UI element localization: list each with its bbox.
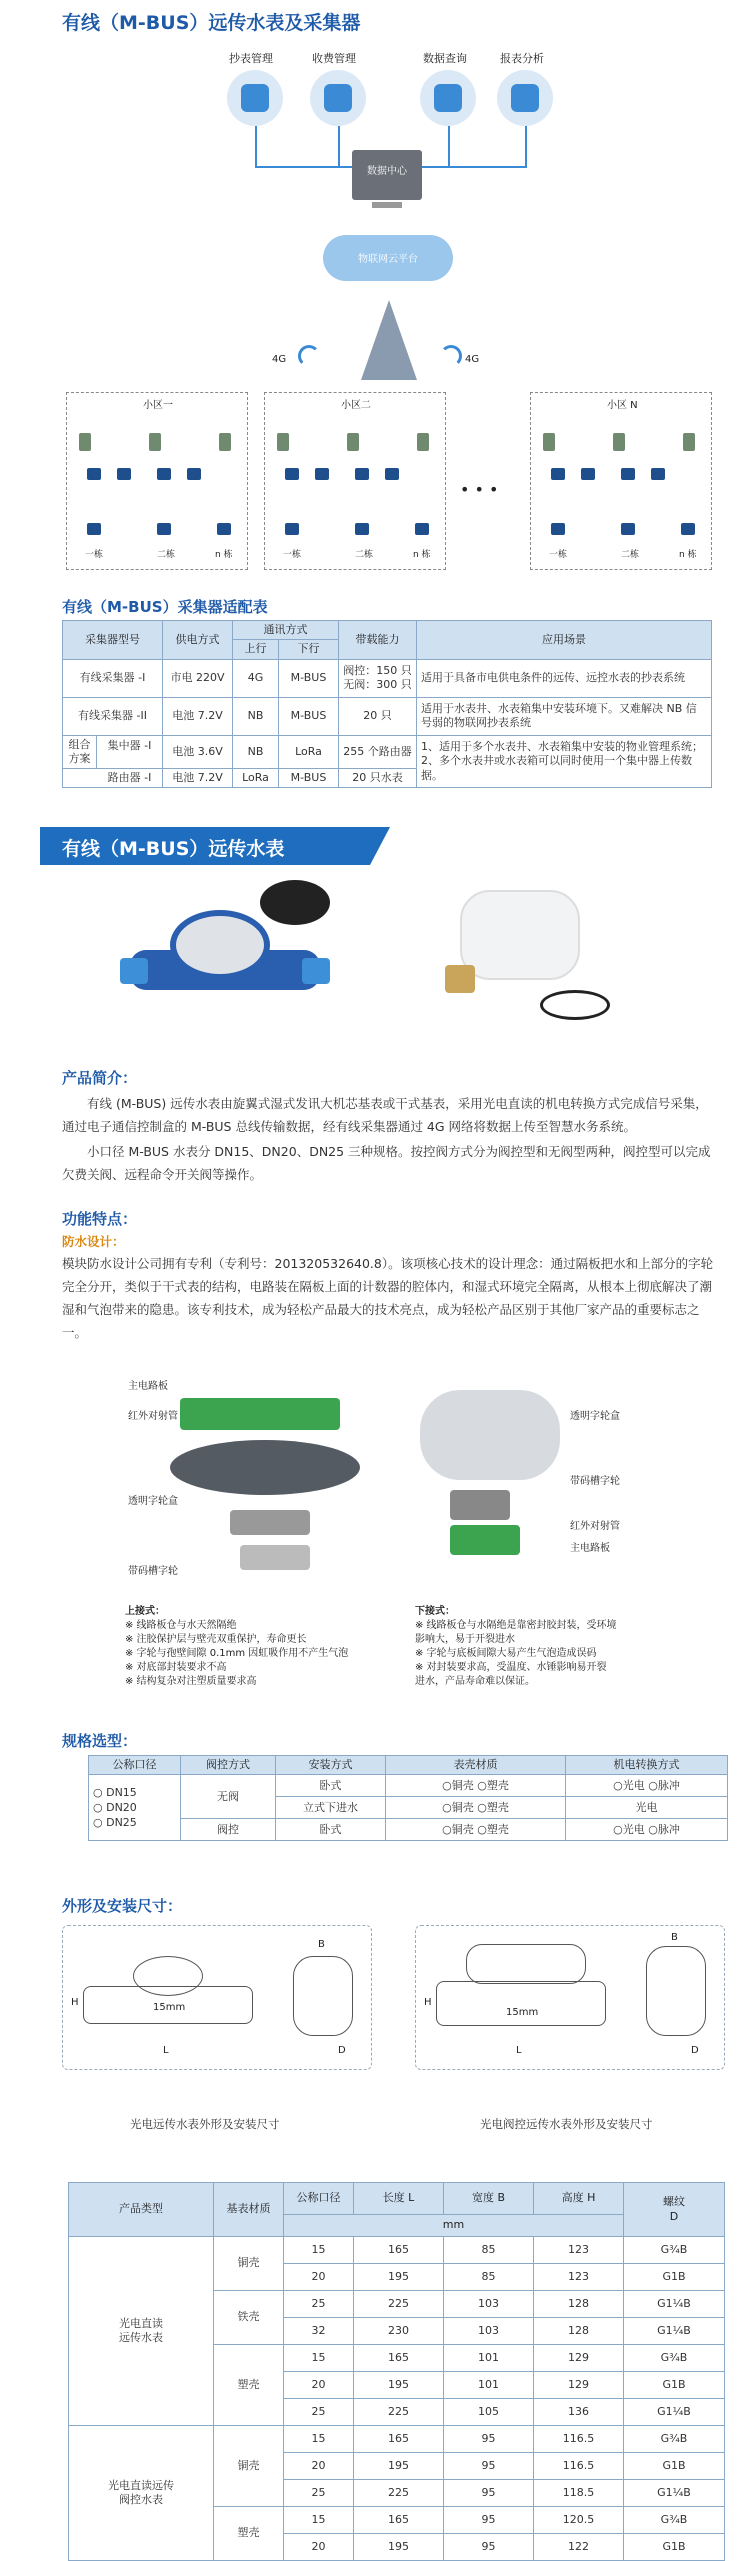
wifi-right-icon	[440, 345, 462, 367]
signal-tower-icon	[361, 300, 417, 380]
conversion-value: 光电	[566, 1797, 728, 1819]
server-stand-icon	[372, 202, 402, 208]
collector-icon	[219, 433, 231, 451]
cell-d: G1B	[624, 2264, 725, 2291]
collector-icon	[277, 433, 289, 451]
building-label: n 栋	[215, 550, 233, 560]
col-header-material: 基表材质	[214, 2183, 284, 2237]
cell-d: G1B	[624, 2372, 725, 2399]
size-option-dn25[interactable]: ○ DN25	[93, 1816, 137, 1830]
col-header: 公称口径	[89, 1756, 181, 1775]
size-option-dn20[interactable]: ○ DN20	[93, 1801, 137, 1815]
install-type: 立式下进水	[276, 1797, 386, 1819]
right-caption-line: 进水，产品寿命难以保证。	[415, 1676, 535, 1687]
left-caption-line: ※ 线路板仓与水天然隔绝	[125, 1620, 237, 1631]
cell-load: 阀控：150 只 无阀：300 只	[339, 659, 417, 697]
cell-power: 市电 220V	[163, 659, 233, 697]
spec-table	[88, 1755, 728, 1841]
dim-mark: B	[318, 1939, 325, 1950]
features-subtitle: 防水设计：	[62, 1234, 125, 1249]
col-header-load: 带载能力	[339, 621, 417, 660]
cell-h: 123	[534, 2264, 624, 2291]
cell-b: 105	[444, 2399, 534, 2426]
cell-l: 165	[354, 2345, 444, 2372]
cell-d: G¾B	[624, 2507, 725, 2534]
cell-h: 116.5	[534, 2426, 624, 2453]
cell-material: 塑壳	[214, 2507, 284, 2561]
cell-material: 铜壳	[214, 2237, 284, 2291]
left-caption-line: ※ 结构复杂对注塑质量要求高	[125, 1676, 257, 1687]
meter-icon	[621, 523, 635, 535]
meter-icon	[87, 523, 101, 535]
cell-l: 195	[354, 2372, 444, 2399]
building-label: 二栋	[355, 550, 374, 560]
meter-icon	[117, 468, 131, 480]
cell-h: 122	[534, 2534, 624, 2561]
table-row	[63, 659, 712, 697]
col-header-thread: 螺纹 D	[624, 2183, 725, 2237]
cloud-label: 物联网云平台	[358, 254, 418, 265]
meter-icon	[415, 523, 429, 535]
col-header: 阀控方式	[181, 1756, 276, 1775]
diagram-label: 透明字轮盒	[570, 1411, 620, 1422]
features-title: 功能特点：	[62, 1210, 138, 1228]
table-row	[69, 2237, 725, 2264]
conversion-options[interactable]: ○光电 ○脉冲	[566, 1775, 728, 1797]
collector-icon	[347, 433, 359, 451]
cell-up: NB	[233, 697, 279, 735]
cell-l: 195	[354, 2453, 444, 2480]
meter-icon	[157, 468, 171, 480]
cell-h: 116.5	[534, 2453, 624, 2480]
col-header-length: 长度 L	[354, 2183, 444, 2215]
spec-title: 规格选型：	[62, 1732, 138, 1750]
cell-h: 118.5	[534, 2480, 624, 2507]
cell-d: G1¼B	[624, 2480, 725, 2507]
meter-icon	[285, 523, 299, 535]
cell-dn: 32	[284, 2318, 354, 2345]
left-caption-line: ※ 对底部封装要求不高	[125, 1662, 227, 1673]
cell-up: 4G	[233, 659, 279, 697]
meter-icon	[581, 468, 595, 480]
signal-label-left: 4G	[272, 354, 287, 365]
cell-material: 铜壳	[214, 2426, 284, 2507]
dims-right-caption: 光电阀控远传水表外形及安装尺寸	[480, 2117, 653, 2131]
cell-product-type: 光电直读远传 阀控水表	[69, 2426, 214, 2561]
section-banner	[40, 827, 370, 865]
cell-load: 255 个路由器	[339, 735, 417, 769]
cell-h: 120.5	[534, 2507, 624, 2534]
col-header-dn: 公称口径	[284, 2183, 354, 2215]
cell-h: 123	[534, 2237, 624, 2264]
cell-h: 129	[534, 2345, 624, 2372]
cell-h: 136	[534, 2399, 624, 2426]
cell-dn: 15	[284, 2237, 354, 2264]
col-header: 安装方式	[276, 1756, 386, 1775]
banner-tail	[370, 827, 390, 865]
shell-options[interactable]: ○铜壳 ○塑壳	[386, 1775, 566, 1797]
collector-table-title: 有线（M-BUS）采集器适配表	[62, 598, 268, 616]
cell-model: 有线采集器 -I	[63, 659, 163, 697]
cell-dn: 25	[284, 2291, 354, 2318]
dim-mark: 15mm	[153, 2002, 186, 2013]
cell-dn: 15	[284, 2507, 354, 2534]
zone-name: 小区二	[341, 400, 371, 411]
cell-d: G¾B	[624, 2237, 725, 2264]
right-caption-line: ※ 对封装要求高，受温度、水锤影响易开裂	[415, 1662, 607, 1673]
col-header-up: 上行	[233, 640, 279, 659]
dim-mark: D	[338, 2045, 346, 2056]
cell-material: 塑壳	[214, 2345, 284, 2426]
meter-icon	[187, 468, 201, 480]
features-text: 模块防水设计公司拥有专利（专利号：201320532640.8）。该项核心技术的设计理念：通过隔板把水和上部分的字轮完全分开，类似于干式表的结构，电路装在隔板上面的计数器的腔体内，和湿式环境完全隔离，从根本上彻底解决了潮湿和气泡带来的隐患。该专利技术，成为轻松产品最大的技术亮点，成为轻松产品区别于其他厂家产品的重要标志之一。	[62, 1256, 714, 1340]
dims-title: 外形及安装尺寸：	[62, 1897, 183, 1915]
cell-b: 103	[444, 2291, 534, 2318]
server-label: 数据中心	[367, 166, 407, 177]
cell-l: 165	[354, 2507, 444, 2534]
cell-l: 165	[354, 2426, 444, 2453]
collector-icon	[683, 433, 695, 451]
cell-l: 195	[354, 2264, 444, 2291]
collector-icon	[149, 433, 161, 451]
left-caption-title: 上接式：	[125, 1606, 165, 1617]
wifi-left-icon	[298, 345, 320, 367]
dim-mark: L	[163, 2045, 169, 2056]
cell-b: 103	[444, 2318, 534, 2345]
water-meter-photo	[120, 880, 330, 1030]
meter-icon	[285, 468, 299, 480]
cell-b: 95	[444, 2453, 534, 2480]
query-icon	[420, 70, 476, 126]
col-header: 表壳材质	[386, 1756, 566, 1775]
diagram-label: 带码槽字轮	[128, 1566, 178, 1577]
building-label: 二栋	[157, 550, 176, 560]
page-title: 有线（M-BUS）远传水表及采集器	[62, 12, 361, 34]
cell-l: 195	[354, 2534, 444, 2561]
cell-load: 20 只	[339, 697, 417, 735]
right-caption-line: 影响大，易于开裂进水	[415, 1634, 515, 1645]
cell-b: 85	[444, 2264, 534, 2291]
cell-d: G1¼B	[624, 2291, 725, 2318]
meter-icon	[355, 523, 369, 535]
dim-mark: H	[71, 1997, 79, 2008]
cell-dn: 20	[284, 2372, 354, 2399]
col-header-width: 宽度 B	[444, 2183, 534, 2215]
meter-icon	[315, 468, 329, 480]
cell-b: 95	[444, 2480, 534, 2507]
cell-scene: 适用于具备市电供电条件的远传、远控水表的抄表系统	[417, 659, 712, 697]
cell-d: G1¼B	[624, 2318, 725, 2345]
building-label: n 栋	[413, 550, 431, 560]
collector-table	[62, 620, 712, 788]
cell-dn: 15	[284, 2426, 354, 2453]
building-label: n 栋	[679, 550, 697, 560]
cell-up: NB	[233, 735, 279, 769]
cell-l: 230	[354, 2318, 444, 2345]
dim-mark: B	[671, 1932, 678, 1943]
cell-h: 129	[534, 2372, 624, 2399]
zone-name: 小区一	[143, 400, 173, 411]
banner-title: 有线（M-BUS）远传水表	[62, 838, 285, 860]
shell-options[interactable]: ○铜壳 ○塑壳	[386, 1819, 566, 1841]
diagram-label: 红外对射管	[128, 1411, 178, 1422]
zone-panel-1	[66, 392, 248, 570]
collector-icon	[613, 433, 625, 451]
signal-label-right: 4G	[465, 354, 480, 365]
shell-options[interactable]: ○铜壳 ○塑壳	[386, 1797, 566, 1819]
meter-icon	[355, 468, 369, 480]
left-caption-line: ※ 注胶保护层与壁壳双重保护，寿命更长	[125, 1634, 307, 1645]
right-caption-line: ※ 线路板仓与水隔绝是靠密封胶封装，受环境	[415, 1620, 617, 1631]
cell-down: LoRa	[279, 735, 339, 769]
dims-left-drawing	[62, 1925, 372, 2070]
col-header-down: 下行	[279, 640, 339, 659]
cell-material: 铁壳	[214, 2291, 284, 2345]
building-label: 一栋	[85, 550, 104, 560]
col-header-power: 供电方式	[163, 621, 233, 660]
cell-l: 165	[354, 2237, 444, 2264]
col-header-unit: mm	[284, 2215, 624, 2237]
meter-icon	[551, 523, 565, 535]
combo-label: 组合方案	[63, 736, 97, 769]
cell-power: 电池 3.6V	[163, 735, 233, 769]
cell-model: 路由器 -I	[63, 769, 163, 788]
cell-down: M-BUS	[279, 697, 339, 735]
meter-icon	[87, 468, 101, 480]
col-header-height: 高度 H	[534, 2183, 624, 2215]
cell-product-type: 光电直读 远传水表	[69, 2237, 214, 2426]
lower-structure-diagram	[400, 1380, 670, 1580]
diagram-label: 主电路板	[128, 1381, 168, 1392]
cell-power: 电池 7.2V	[163, 769, 233, 788]
cell-d: G1B	[624, 2453, 725, 2480]
cell-d: G¾B	[624, 2426, 725, 2453]
left-caption-line: ※ 字轮与孢壁间隙 0.1mm 因虹吸作用不产生气泡	[125, 1648, 349, 1659]
zone-panel-2	[264, 392, 446, 570]
cell-l: 225	[354, 2480, 444, 2507]
cell-b: 101	[444, 2345, 534, 2372]
size-table	[68, 2182, 725, 2561]
cell-b: 95	[444, 2426, 534, 2453]
billing-icon	[310, 70, 366, 126]
meter-icon	[621, 468, 635, 480]
upper-structure-diagram	[120, 1380, 390, 1580]
cell-down: M-BUS	[279, 659, 339, 697]
col-header-comm: 通讯方式	[233, 621, 339, 640]
meter-icon	[681, 523, 695, 535]
building-label: 一栋	[549, 550, 568, 560]
col-header-type: 产品类型	[69, 2183, 214, 2237]
cell-dn: 20	[284, 2264, 354, 2291]
col-header: 机电转换方式	[566, 1756, 728, 1775]
report-icon	[497, 70, 553, 126]
cell-model: 有线采集器 -II	[63, 697, 163, 735]
cell-d: G¾B	[624, 2345, 725, 2372]
intro-paragraph-1: 有线 (M-BUS) 远传水表由旋翼式湿式发讯大机芯基表或干式基表，采用光电直读的机电转换方式完成信号采集，通过电子通信控制盒的 M-BUS 总线传输数据，经有线采集器通过 4G 网络将数据上传至智慧水务系统。	[62, 1096, 708, 1134]
install-type: 卧式	[276, 1775, 386, 1797]
table-row	[63, 697, 712, 735]
icon-label-billing: 收费管理	[312, 52, 356, 65]
table-row	[69, 2426, 725, 2453]
valve-none: 无阀	[181, 1775, 276, 1819]
cell-dn: 20	[284, 2453, 354, 2480]
meter-icon	[217, 523, 231, 535]
cell-scene: 1、适用于多个水表井、水表箱集中安装的物业管理系统；2、多个水表井或水表箱可以同时使用一个集中器上传数据。	[417, 735, 712, 788]
collector-icon	[79, 433, 91, 451]
cell-l: 225	[354, 2291, 444, 2318]
size-option-dn15[interactable]: ○ DN15	[93, 1786, 137, 1800]
size-options[interactable]	[89, 1775, 181, 1841]
dim-mark: D	[691, 2045, 699, 2056]
cell-dn: 25	[284, 2399, 354, 2426]
col-header-model: 采集器型号	[63, 621, 163, 660]
cell-scene: 适用于水表井、水表箱集中安装环境下。又难解决 NB 信号弱的物联网抄表系统	[417, 697, 712, 735]
building-label: 二栋	[621, 550, 640, 560]
cell-model: 集中器 -I	[107, 738, 152, 752]
cell-b: 95	[444, 2507, 534, 2534]
cell-load: 20 只水表	[339, 769, 417, 788]
icon-label-report: 报表分析	[500, 52, 544, 65]
meter-icon	[157, 523, 171, 535]
cell-d: G1¼B	[624, 2399, 725, 2426]
collector-icon	[543, 433, 555, 451]
dims-right-drawing	[415, 1925, 725, 2070]
intro-title: 产品简介：	[62, 1069, 138, 1087]
conversion-options[interactable]: ○光电 ○脉冲	[566, 1819, 728, 1841]
intro-paragraph-2: 小口径 M-BUS 水表分 DN15、DN20、DN25 三种规格。按控阀方式分为阀控型和无阀型两种，阀控型可以完成欠费关阀、远程命令开关阀等操作。	[62, 1144, 711, 1182]
cell-dn: 25	[284, 2480, 354, 2507]
meter-icon	[551, 468, 565, 480]
install-type: 卧式	[276, 1819, 386, 1841]
meter-reading-icon	[227, 70, 283, 126]
dims-left-caption: 光电远传水表外形及安装尺寸	[130, 2117, 280, 2131]
cell-b: 101	[444, 2372, 534, 2399]
cell-d: G1B	[624, 2534, 725, 2561]
cell-combo	[63, 735, 163, 769]
right-caption-title: 下接式：	[415, 1606, 455, 1617]
cell-power: 电池 7.2V	[163, 697, 233, 735]
cell-down: M-BUS	[279, 769, 339, 788]
valve-meter-photo	[420, 880, 610, 1030]
meter-icon	[651, 468, 665, 480]
cell-h: 128	[534, 2291, 624, 2318]
dim-mark: H	[424, 1997, 432, 2008]
cell-b: 85	[444, 2237, 534, 2264]
diagram-label: 带码槽字轮	[570, 1476, 620, 1487]
icon-label-meter-reading: 抄表管理	[229, 52, 273, 65]
meter-icon	[385, 468, 399, 480]
col-header-scene: 应用场景	[417, 621, 712, 660]
cell-up: LoRa	[233, 769, 279, 788]
valve-control: 阀控	[181, 1819, 276, 1841]
zone-name: 小区 N	[607, 400, 638, 411]
right-caption-line: ※ 字轮与底板间隙大易产生气泡造成误码	[415, 1648, 597, 1659]
diagram-label: 主电路板	[570, 1543, 610, 1554]
diagram-label: 透明字轮盒	[128, 1496, 178, 1507]
diagram-label: 红外对射管	[570, 1521, 620, 1532]
cell-l: 225	[354, 2399, 444, 2426]
zone-panel-n	[530, 392, 712, 570]
zones-ellipsis: • • •	[460, 480, 499, 499]
icon-label-query: 数据查询	[423, 52, 467, 65]
table-row	[63, 735, 712, 769]
collector-icon	[417, 433, 429, 451]
dim-mark: 15mm	[506, 2007, 539, 2018]
cell-b: 95	[444, 2534, 534, 2561]
cell-dn: 20	[284, 2534, 354, 2561]
dim-mark: L	[516, 2045, 522, 2056]
cell-dn: 15	[284, 2345, 354, 2372]
building-label: 一栋	[283, 550, 302, 560]
cell-h: 128	[534, 2318, 624, 2345]
